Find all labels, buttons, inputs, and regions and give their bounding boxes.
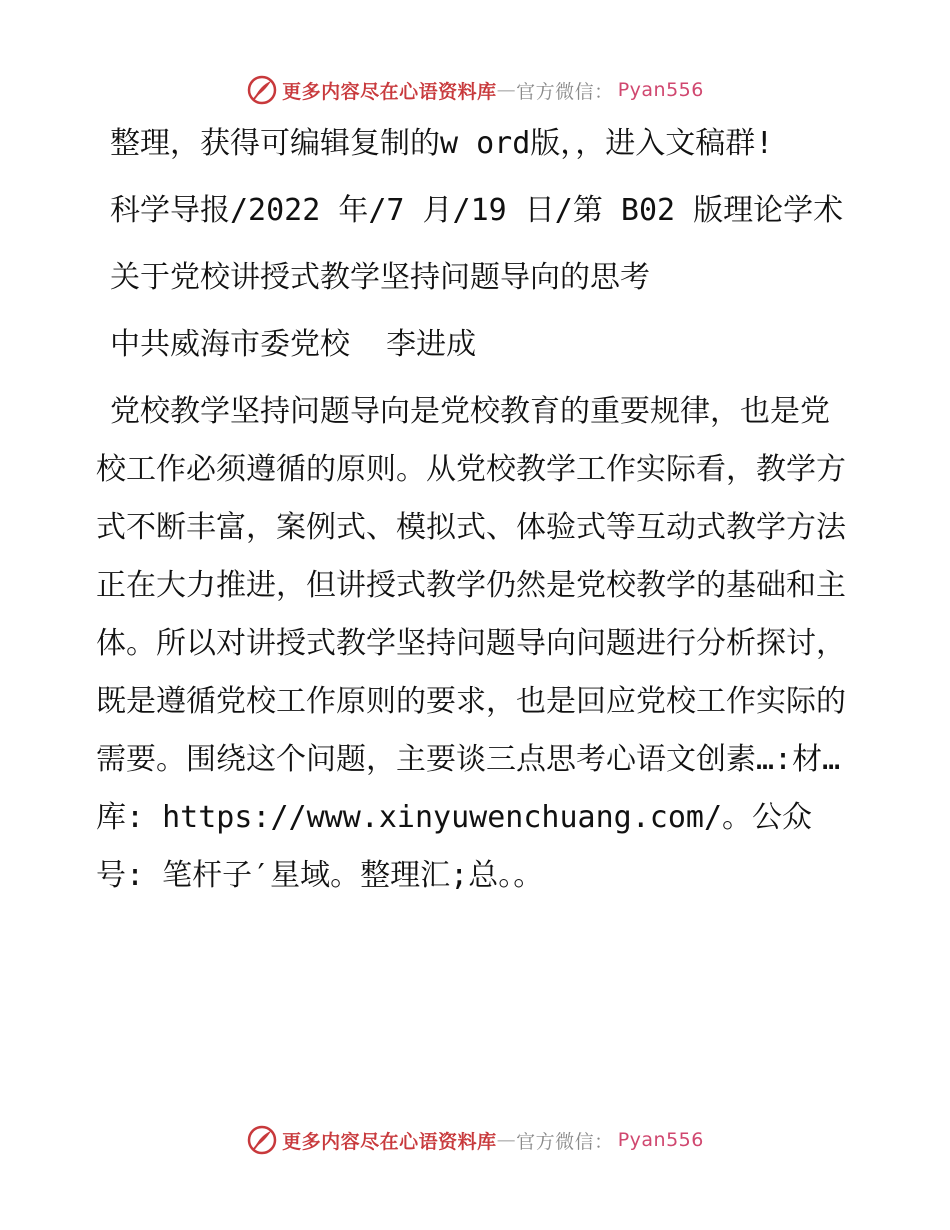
footer-banner: [0, 1120, 950, 1160]
banner-dash: —: [496, 79, 517, 101]
banner-main-text: 更多内容尽在心语资料库: [282, 1130, 497, 1153]
banner-wechat-label: 官方微信: [516, 1130, 595, 1153]
banner-separator: ：: [594, 80, 614, 103]
banner-wechat-id: Pyan556: [617, 79, 704, 101]
source-line: 科学导报/2022 年/7 月/19 日/第 B02 版理论学术: [110, 193, 844, 228]
feather-pen-logo-icon: [246, 74, 278, 106]
intro-paragraph: 整理，获得可编辑复制的w ord版，，进入文稿群!: [110, 126, 774, 161]
author-line: 中共威海市委党校 李进成: [110, 327, 477, 362]
header-banner: [0, 70, 950, 110]
banner-main-text: 更多内容尽在心语资料库: [282, 80, 497, 103]
document-body: [96, 115, 856, 905]
feather-pen-logo-icon: [246, 1124, 278, 1156]
article-title: 关于党校讲授式教学坚持问题导向的思考: [110, 260, 650, 295]
banner-wechat-id: Pyan556: [617, 1129, 704, 1151]
banner-wechat-label: 官方微信: [516, 80, 595, 103]
banner-separator: ：: [594, 1130, 614, 1153]
banner-dash: —: [496, 1129, 517, 1151]
body-paragraph: 党校教学坚持问题导向是党校教育的重要规律，也是党校工作必须遵循的原则。从党校教学工作实际看，教学方式不断丰富，案例式、模拟式、体验式等互动式教学方法正在大力推进，但讲授式教学仍然是党校教学的基础和主体。所以对讲授式教学坚持问题导向问题进行分析探讨，既是遵循党校工作原则的要求，也是回应党校工作实际的需要。围绕这个问题，主要谈三点思考心语文创素…:材…库: https://www.xinyuwenchuang.com/。公众号: 笔杆子′星域。整理汇;总。。: [96, 394, 846, 893]
